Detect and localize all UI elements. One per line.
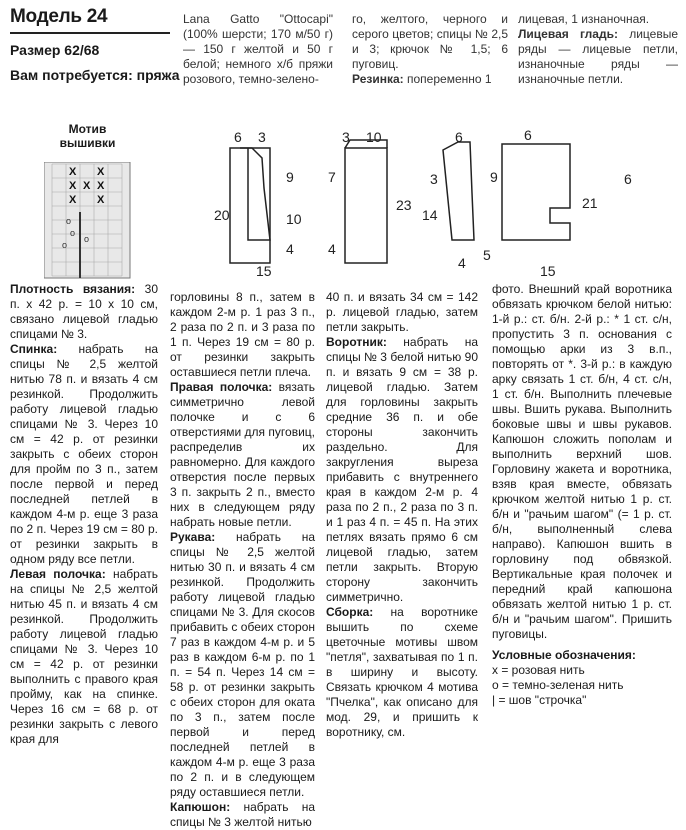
- motif-mark: X: [83, 180, 91, 192]
- materials-col-3-text: лицевая, 1 изнаночная.: [518, 12, 650, 26]
- svg-text:o: o: [70, 228, 76, 238]
- back-h3: 4: [286, 241, 294, 257]
- right-front-label: Правая полочка:: [170, 380, 273, 394]
- motif-title: Мотив вышивки: [59, 122, 116, 150]
- legend-item: | = шов "строчка": [492, 693, 587, 707]
- rib-text: попеременно 1: [407, 72, 492, 86]
- front-h2: 4: [328, 241, 336, 257]
- hood-top: 6: [524, 128, 532, 143]
- motif-chart: [44, 162, 134, 280]
- page-title: Модель 24: [10, 6, 108, 27]
- finishing-text: фото. Внешний край воротника обвязать крючком белой нитью: 1-й р.: ст. б/н. 2-й р.: * 1 ст. с/н, пропустить 3 п. основания с помощью арки из 3 в.п., повторять от *. 3-й р.: в каждую арку связать 1 ст. б/н, 4 ст. с/н, 1 ст. б/н. Выполнить плечевые швы. Вшить рукава. Выполнить боковые швы и швы рукавов. Капюшон сложить пополам и выполнить верхний шов. Горловину жакета и воротника, взяв края вместе, обвязать крючком желтой нитью 1 р. ст. б/н и "рачьим шагом" (= 1 р. ст. б/н, выполненный слева направо). Капюшон вшить в горловину под обвязкой. Вертикальные края полочек и передний край капюшона обвязать желтой нитью 1 р. ст. б/н и "рачьим шагом". Пришить пуговицы.: [492, 282, 672, 641]
- collar-text: набрать на спицы № 3 белой нитью 90 п. и вязать 9 см = 38 р. лицевой гладью. Затем для горловины закрыть средние 36 п. и обе стороны закончить раздельно. Для закругления выреза прибавить с внутреннего края в каждом 2-м р. 4 раза по 2 п., 2 раза по 3 п. и 1 раз 4 п. = 45 п. На этих петлях вязать прямо 6 см лицевой гладью, затем петли закрыть. Вторую сторону закончить симметрично.: [326, 335, 478, 604]
- materials-heading: Вам потребуется: пряжа: [10, 67, 180, 83]
- text-col-c: [326, 290, 478, 740]
- hood-h3: 6: [624, 171, 632, 187]
- collar-label: Воротник:: [326, 335, 387, 349]
- back-h2: 10: [286, 211, 302, 227]
- back-top-right: 3: [258, 129, 266, 145]
- left-front-text: набрать на спицы № 2,5 желтой нитью 45 п. и вязать 4 см резинкой. Продолжить работу лицевой гладью спицами № 3. Через 10 см = 42 р. от резинки выполнить с правого края пройму, как на спинке. Через 16 см = 68 р. от резинки закрыть с левого края для: [10, 567, 158, 746]
- front-h1: 7: [328, 169, 336, 185]
- hood-cont-text: 40 п. и вязать 34 см = 142 р. лицевой гладью, затем петли закрыть.: [326, 290, 478, 334]
- front-top-right: 10: [366, 129, 382, 145]
- back-total: 20: [214, 207, 230, 223]
- sleeves-text: набрать на спицы № 2,5 желтой нитью 30 п. и вязать 4 см резинкой. Продолжить работу лицевой гладью спицами № 3. Для скосов прибавить с обеих сторон 7 раз в каждом 4-м р. и 5 раз в каждом 6-м р. по 1 п. = 54 п. Через 14 см = 58 р. от резинки закрыть с обеих сторон для оката по 3 п., затем после первой и перед последней петлей в каждом 4-м р. еще 3 раза по 2 п. и в следующем ряду оставшиеся петли.: [170, 530, 315, 799]
- front-total: 23: [396, 197, 412, 213]
- legend-title: Условные обозначения:: [492, 648, 636, 662]
- hood-h2: 21: [582, 195, 598, 211]
- back-h1: 9: [286, 169, 294, 185]
- back-piece: [240, 148, 270, 240]
- text-col-d: [492, 282, 672, 708]
- hood-label: Капюшон:: [170, 800, 231, 814]
- legend-item: o = темно-зеленая нить: [492, 678, 624, 692]
- back-text: набрать на спицы № 2,5 желтой нитью 78 п. и вязать 4 см резинкой. Продолжить работу лицевой гладью спицами № 3. Через 10 см = 42 р. от резинки закрыть с обеих сторон для пройм по 3 п., затем после первой и перед последней петлей в каждом 4-м р. еще 3 раза по 2 п. Через 19 см = 80 р. от резинки закрыть в одном ряду все петли.: [10, 342, 158, 566]
- back-label: Спинка:: [10, 342, 58, 356]
- materials-col-2: [352, 12, 508, 87]
- materials-col-2-text: го, желтого, черного и серого цветов; спицы № 2,5 и 3; крючок № 1,5; 6 пуговиц.: [352, 12, 508, 71]
- sleeve-h1: 3: [430, 171, 438, 187]
- svg-text:o: o: [84, 234, 90, 244]
- hood-width: 15: [540, 263, 556, 278]
- back-top-left: 6: [234, 129, 242, 145]
- gauge-text: 30 п. х 42 р. = 10 х 10 см, связано лицевой гладью спицами № 3.: [10, 282, 158, 341]
- svg-text:o: o: [62, 240, 68, 250]
- motif-mark: X: [69, 194, 77, 206]
- sleeve-h2: 14: [422, 207, 438, 223]
- motif-mark: X: [69, 166, 77, 178]
- size-label: Размер 62/68: [10, 42, 100, 58]
- hood-piece: [502, 144, 570, 240]
- front-top-left: 3: [342, 129, 350, 145]
- stockinette-label: Лицевая гладь:: [518, 27, 618, 41]
- legend: [492, 648, 672, 708]
- gauge-label: Плотность вязания:: [10, 282, 136, 296]
- stockinette-text: лицевые ряды — лицевые петли, изнаночные ряды — изнаночные петли.: [518, 27, 678, 86]
- text-col-a: [10, 282, 158, 747]
- hood-text: набрать на спицы № 3 желтой нитью: [170, 800, 315, 829]
- motif-mark: X: [97, 194, 105, 206]
- motif-mark: X: [97, 180, 105, 192]
- assembly-label: Сборка:: [326, 605, 374, 619]
- legend-item: x = розовая нить: [492, 663, 585, 677]
- rib-label: Резинка:: [352, 72, 404, 86]
- sleeves-label: Рукава:: [170, 530, 216, 544]
- materials-col-3: [518, 12, 678, 87]
- title-rule: [10, 32, 170, 34]
- assembly-text: на воротнике вышить по схеме цветочные мотивы швом "петля", захватывая по 1 п. в ширину и высоту. Связать крючком 4 мотива "Пчелка", как описано для мод. 29, и пришить к воротнику, см.: [326, 605, 478, 739]
- motif-mark: X: [97, 166, 105, 178]
- right-front-text: вязать симметрично левой полочке и с 6 отверстиями для пуговиц, распределив их равномерно. Для каждого отверстия после первых 3 п. закрыть 2 п., вместо них в следующем ряду набрать новые петли.: [170, 380, 315, 529]
- text-col-b: [170, 290, 315, 830]
- sleeve-piece: [443, 142, 474, 240]
- left-front-label: Левая полочка:: [10, 567, 106, 581]
- hood-h1: 9: [490, 169, 498, 185]
- back-width: 15: [256, 263, 272, 278]
- sleeve-bottom1: 4: [458, 255, 466, 271]
- neck-text: горловины 8 п., затем в каждом 2-м р. 1 раз 3 п., 2 раза по 2 п. и 3 раза по 1 п. Через 19 см = 80 р. от резинки закрыть оставшиеся петли плеча.: [170, 290, 315, 379]
- schematics: [190, 128, 686, 278]
- sleeve-top: 6: [455, 129, 463, 145]
- materials-col-1: Lana Gatto "Ottocapi" (100% шерсти; 170 м/50 г) — 150 г желтой и 50 г белой; немного х/б пряжи розового, темно-зелено-: [183, 12, 333, 86]
- sleeve-bottom2: 5: [483, 247, 491, 263]
- motif-mark: X: [69, 180, 77, 192]
- svg-text:o: o: [66, 216, 72, 226]
